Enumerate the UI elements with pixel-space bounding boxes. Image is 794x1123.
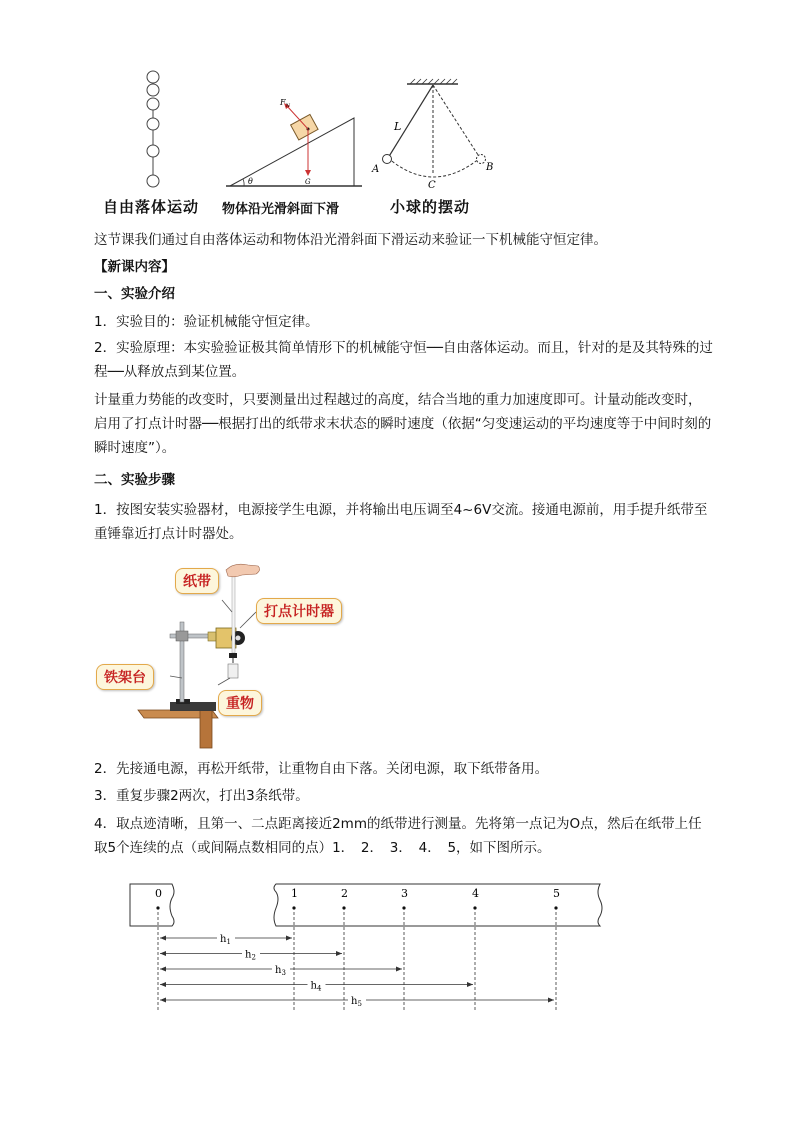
arrow-head (160, 951, 166, 956)
normal-force-label: $F_N$ (280, 98, 290, 109)
step-3: 3．重复步骤2两次，打出3条纸带。 (94, 788, 309, 804)
arrow-head (160, 982, 166, 987)
distance-label: $h_5$ (351, 996, 362, 1008)
label-weight: 重物 (218, 690, 262, 716)
arrow-head (396, 967, 402, 972)
free-fall-figure (135, 68, 175, 190)
arrow-head (336, 951, 342, 956)
hand (226, 564, 260, 577)
tape-segment-left (130, 884, 174, 926)
distance-label: $h_3$ (275, 965, 286, 977)
distance-label: $h_2$ (245, 949, 256, 962)
ball (147, 98, 159, 110)
paper-tape-diagram (120, 878, 610, 1018)
tape-point-label: 2 (341, 887, 348, 900)
distance-label: $h_1$ (220, 934, 231, 946)
arrow-head (548, 998, 554, 1003)
tape-dot (292, 906, 295, 909)
weight-label: G (305, 178, 311, 186)
point-b-label: B (486, 162, 494, 173)
ball (147, 118, 159, 130)
tape-point-label: 0 (155, 887, 162, 900)
caption-incline: 物体沿光滑斜面下滑 (222, 202, 340, 217)
tape-point-label: 5 (553, 887, 560, 900)
ball (147, 71, 159, 83)
arrow-head (467, 982, 473, 987)
length-label: L (394, 120, 402, 133)
arrow-head (286, 936, 292, 941)
label-timer: 打点计时器 (256, 598, 342, 624)
label-paper-tape: 纸带 (175, 568, 219, 594)
heading-experiment-intro: 一、实验介绍 (94, 286, 175, 302)
tape-dot (554, 906, 557, 909)
pendulum-ball (383, 155, 392, 164)
caption-free-fall: 自由落体运动 (103, 198, 200, 216)
ball (147, 145, 159, 157)
paper-tape (232, 575, 235, 653)
caption-pendulum: 小球的摆动 (390, 198, 471, 216)
point-a-label: A (372, 164, 380, 175)
purpose-paragraph: 1．实验目的：验证机械能守恒定律。 (94, 314, 319, 330)
tape-dot (402, 906, 405, 909)
arrow-head (160, 998, 166, 1003)
apparatus-drawing (130, 560, 365, 755)
heading-steps: 二、实验步骤 (94, 472, 175, 488)
angle-label: θ (248, 177, 253, 186)
pendulum-ball-dashed (477, 155, 486, 164)
tape-dot (473, 906, 476, 909)
point-c-label: C (428, 180, 436, 191)
ball (147, 175, 159, 187)
tape-dot (156, 906, 159, 909)
label-iron-stand: 铁架台 (96, 664, 154, 690)
arrow-head (160, 936, 166, 941)
principle-paragraph: 2．实验原理：本实验验证极其简单情形下的机械能守恒──自由落体运动。而且，针对的是及其特殊的过程──从释放点到某位置。 (94, 340, 713, 380)
intro-paragraph: 这节课我们通过自由落体运动和物体沿光滑斜面下滑运动来验证一下机械能守恒定律。 (94, 232, 607, 248)
arrow-head (160, 967, 166, 972)
tape-point-label: 3 (401, 887, 408, 900)
weight-block (228, 664, 238, 678)
tape-point-label: 4 (472, 887, 479, 900)
tape-dot (342, 906, 345, 909)
distance-label: $h_4$ (310, 980, 322, 993)
step-2: 2．先接通电源，再松开纸带，让重物自由下落。关闭电源，取下纸带备用。 (94, 761, 549, 777)
pendulum-figure (370, 78, 510, 193)
section-new-content: 【新课内容】 (94, 259, 175, 275)
tape-point-label: 1 (291, 887, 298, 900)
incline-figure (222, 92, 367, 192)
step-1: 1．按图安装实验器材，电源接学生电源，并将输出电压调至4~6V交流。接通电源前，用手提升纸带至重锤靠近打点计时器处。 (94, 502, 708, 542)
step-4: 4．取点迹清晰，且第一、二点距离接近2mm的纸带进行测量。先将第一点记为O点，然后在纸带上任取5个连续的点（或间隔点数相同的点）1． 2． 3． 4． 5，如下图所示。 (94, 816, 702, 856)
measurement-paragraph: 计量重力势能的改变时，只要测量出过程越过的高度，结合当地的重力加速度即可。计量动能改变时，启用了打点计时器──根据打出的纸带求末状态的瞬时速度（依据“匀变速运动的平均速度等于中间时刻的瞬时速度”）。 (94, 392, 712, 456)
sliding-block (291, 114, 318, 139)
ball (147, 84, 159, 96)
